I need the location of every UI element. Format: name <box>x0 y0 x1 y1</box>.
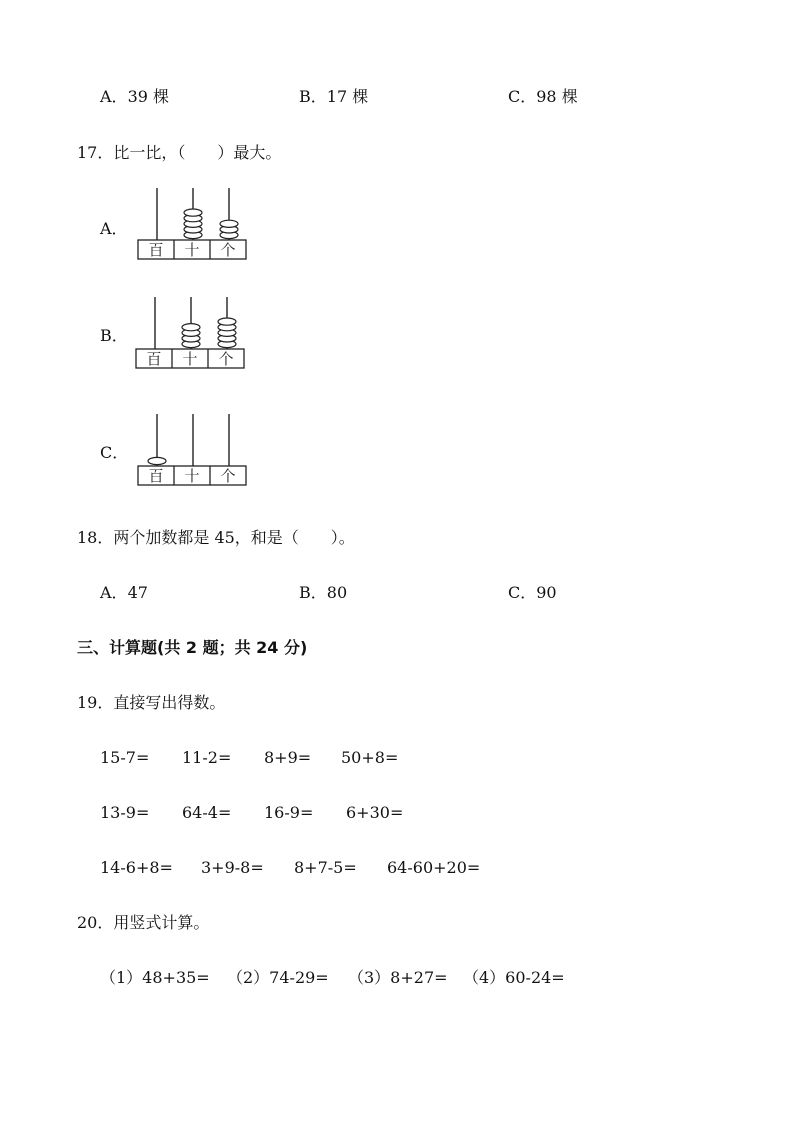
option-text: 47 <box>127 583 148 602</box>
q19-expression: 13-9= <box>100 803 150 822</box>
q20-item: （3）8+27= <box>348 968 448 987</box>
option-label: A． <box>100 87 128 106</box>
q17-abacus-a <box>136 188 250 262</box>
option-text: 80 <box>326 583 348 602</box>
q16-option-c <box>508 87 578 107</box>
q18-option-b <box>299 583 347 603</box>
abacus-bead-tens <box>182 324 200 331</box>
q18-option-c <box>508 583 557 603</box>
q19-stem: 19．直接写出得数。 <box>77 693 226 712</box>
q19-expression: 8+9= <box>264 748 312 767</box>
option-label: B． <box>299 87 327 106</box>
option-text: 39 棵 <box>127 87 170 106</box>
q19-expression: 50+8= <box>341 748 399 767</box>
abacus-label-tens: 十 <box>184 467 200 485</box>
q19-expression: 15-7= <box>100 748 150 767</box>
q17-option-c-label: C． <box>100 443 129 462</box>
q19-expression: 16-9= <box>264 803 314 822</box>
q16-option-a <box>100 87 169 107</box>
option-text: 98 棵 <box>536 87 578 106</box>
q20-item: （2）74-29= <box>227 968 329 987</box>
abacus-beads <box>184 209 238 239</box>
q17-stem: 17．比一比，（ ）最大。 <box>77 143 282 162</box>
q20-item: （4）60-24= <box>463 968 565 987</box>
abacus-bead-hundreds <box>148 457 166 464</box>
q20-item: （1）48+35= <box>100 968 210 987</box>
q20-stem: 20．用竖式计算。 <box>77 913 210 932</box>
q16-option-b <box>299 87 368 107</box>
abacus-bead-ones <box>220 220 238 227</box>
option-text: 17 棵 <box>326 87 369 106</box>
abacus-bead-ones <box>218 318 236 325</box>
abacus-b-svg <box>134 297 248 371</box>
q19-expression: 6+30= <box>346 803 404 822</box>
q19-expression: 3+9-8= <box>201 858 264 877</box>
abacus-label-hundreds: 百 <box>148 241 164 259</box>
q17-abacus-c <box>136 414 250 488</box>
abacus-label-tens: 十 <box>182 350 198 368</box>
abacus-bead-tens <box>184 209 202 216</box>
option-label: B． <box>299 583 327 602</box>
abacus-label-hundreds: 百 <box>148 467 164 485</box>
abacus-label-hundreds: 百 <box>146 350 162 368</box>
q19-expression: 11-2= <box>182 748 232 767</box>
q17-option-b-label: B． <box>100 326 128 345</box>
q18-option-a <box>100 583 148 603</box>
q17-option-a-label: A． <box>100 219 128 238</box>
option-text: 90 <box>536 583 557 602</box>
option-label: A． <box>100 583 128 602</box>
q19-expression: 64-60+20= <box>387 858 481 877</box>
abacus-label-ones: 个 <box>220 467 236 485</box>
abacus-label-ones: 个 <box>220 241 236 259</box>
option-label: C． <box>508 583 537 602</box>
q19-expression: 8+7-5= <box>294 858 357 877</box>
q19-expression: 64-4= <box>182 803 232 822</box>
option-label: C． <box>508 87 537 106</box>
abacus-label-ones: 个 <box>218 350 234 368</box>
q19-expression: 14-6+8= <box>100 858 173 877</box>
abacus-a-svg <box>136 188 250 262</box>
abacus-beads <box>148 457 166 464</box>
q18-stem: 18．两个加数都是 45，和是（ ）。 <box>77 528 355 547</box>
section-heading: 三、计算题(共 2 题；共 24 分) <box>77 638 308 657</box>
abacus-c-svg <box>136 414 250 488</box>
abacus-beads <box>182 318 236 348</box>
q17-abacus-b <box>134 297 248 371</box>
abacus-label-tens: 十 <box>184 241 200 259</box>
